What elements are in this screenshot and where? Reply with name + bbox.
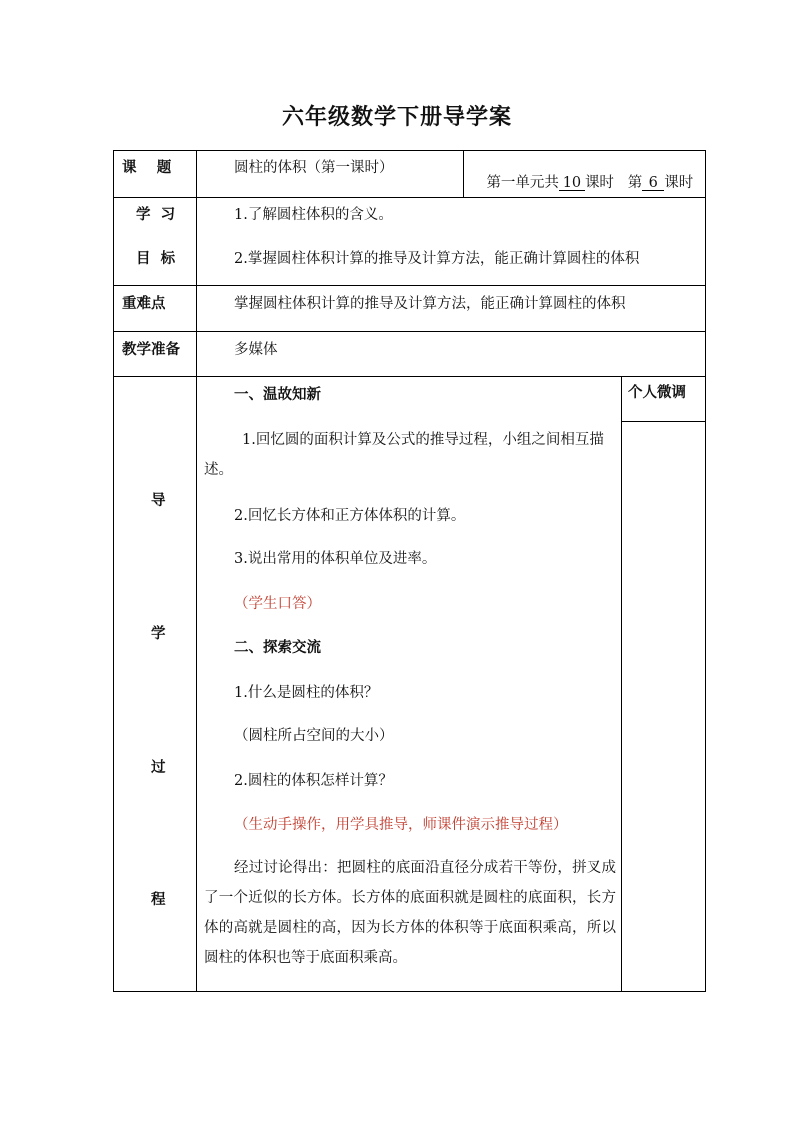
notes-column-divider bbox=[621, 376, 622, 991]
row-divider bbox=[114, 331, 705, 332]
prep-value: 多媒体 bbox=[234, 342, 278, 358]
section2-answer-1: （圆柱所占空间的大小） bbox=[234, 728, 394, 744]
process-label-char: 过 bbox=[151, 759, 166, 776]
page-title: 六年级数学下册导学案 bbox=[281, 104, 512, 130]
schedule-mid: 课时 第 bbox=[584, 174, 643, 191]
schedule-prefix: 第一单元共 bbox=[486, 174, 559, 191]
schedule-total-hours: 10 bbox=[559, 176, 585, 192]
personal-adjustment-header: 个人微调 bbox=[628, 384, 686, 401]
goal-item: 2.掌握圆柱体积计算的推导及计算方法，能正确计算圆柱的体积 bbox=[234, 251, 640, 267]
section2-question-1: 1.什么是圆柱的体积？ bbox=[234, 685, 379, 701]
section1-item-1: 1.回忆圆的面积计算及公式的推导过程，小组之间相互描述。 bbox=[204, 432, 604, 478]
key-points-value: 掌握圆柱体积计算的推导及计算方法，能正确计算圆柱的体积 bbox=[234, 296, 626, 312]
lesson-schedule bbox=[468, 161, 693, 206]
topic-label: 课 题 bbox=[122, 159, 172, 176]
process-label-char: 导 bbox=[151, 492, 166, 509]
section1-note: （学生口答） bbox=[234, 596, 321, 612]
section1-heading: 一、温故知新 bbox=[234, 386, 321, 403]
schedule-column-divider bbox=[463, 151, 464, 197]
goal-item: 1.了解圆柱体积的含义。 bbox=[234, 207, 393, 223]
section2-heading: 二、探索交流 bbox=[234, 639, 321, 656]
label-column-divider bbox=[196, 151, 197, 991]
side-header-divider bbox=[621, 421, 705, 422]
key-points-label: 重难点 bbox=[122, 295, 166, 312]
schedule-suffix: 课时 bbox=[664, 174, 694, 191]
section2-question-2: 2.圆柱的体积怎样计算？ bbox=[234, 773, 393, 789]
row-divider bbox=[114, 285, 705, 286]
goals-label-line2: 目 标 bbox=[136, 250, 176, 267]
prep-label: 教学准备 bbox=[122, 341, 180, 358]
section2-note: （生动手操作，用学具推导，师课件演示推导过程） bbox=[234, 817, 568, 833]
section1-item-2: 2.回忆长方体和正方体体积的计算。 bbox=[234, 508, 466, 524]
schedule-current-hour: 6 bbox=[642, 176, 664, 192]
section1-item-3: 3.说出常用的体积单位及进率。 bbox=[234, 551, 437, 567]
process-label-char: 程 bbox=[151, 891, 166, 908]
lesson-plan-table bbox=[113, 150, 706, 992]
row-divider bbox=[114, 376, 705, 377]
section2-conclusion: 经过讨论得出：把圆柱的底面沿直径分成若干等份，拼叉成了一个近似的长方体。长方体的底面积就是圆柱的底面积，长方体的高就是圆柱的高，因为长方体的体积等于底面积乘高，所以圆柱的体积也等于底面积乘高。 bbox=[204, 860, 616, 966]
topic-value: 圆柱的体积（第一课时） bbox=[234, 160, 394, 176]
process-label-char: 学 bbox=[151, 625, 166, 642]
goals-label-line1: 学 习 bbox=[136, 206, 176, 223]
